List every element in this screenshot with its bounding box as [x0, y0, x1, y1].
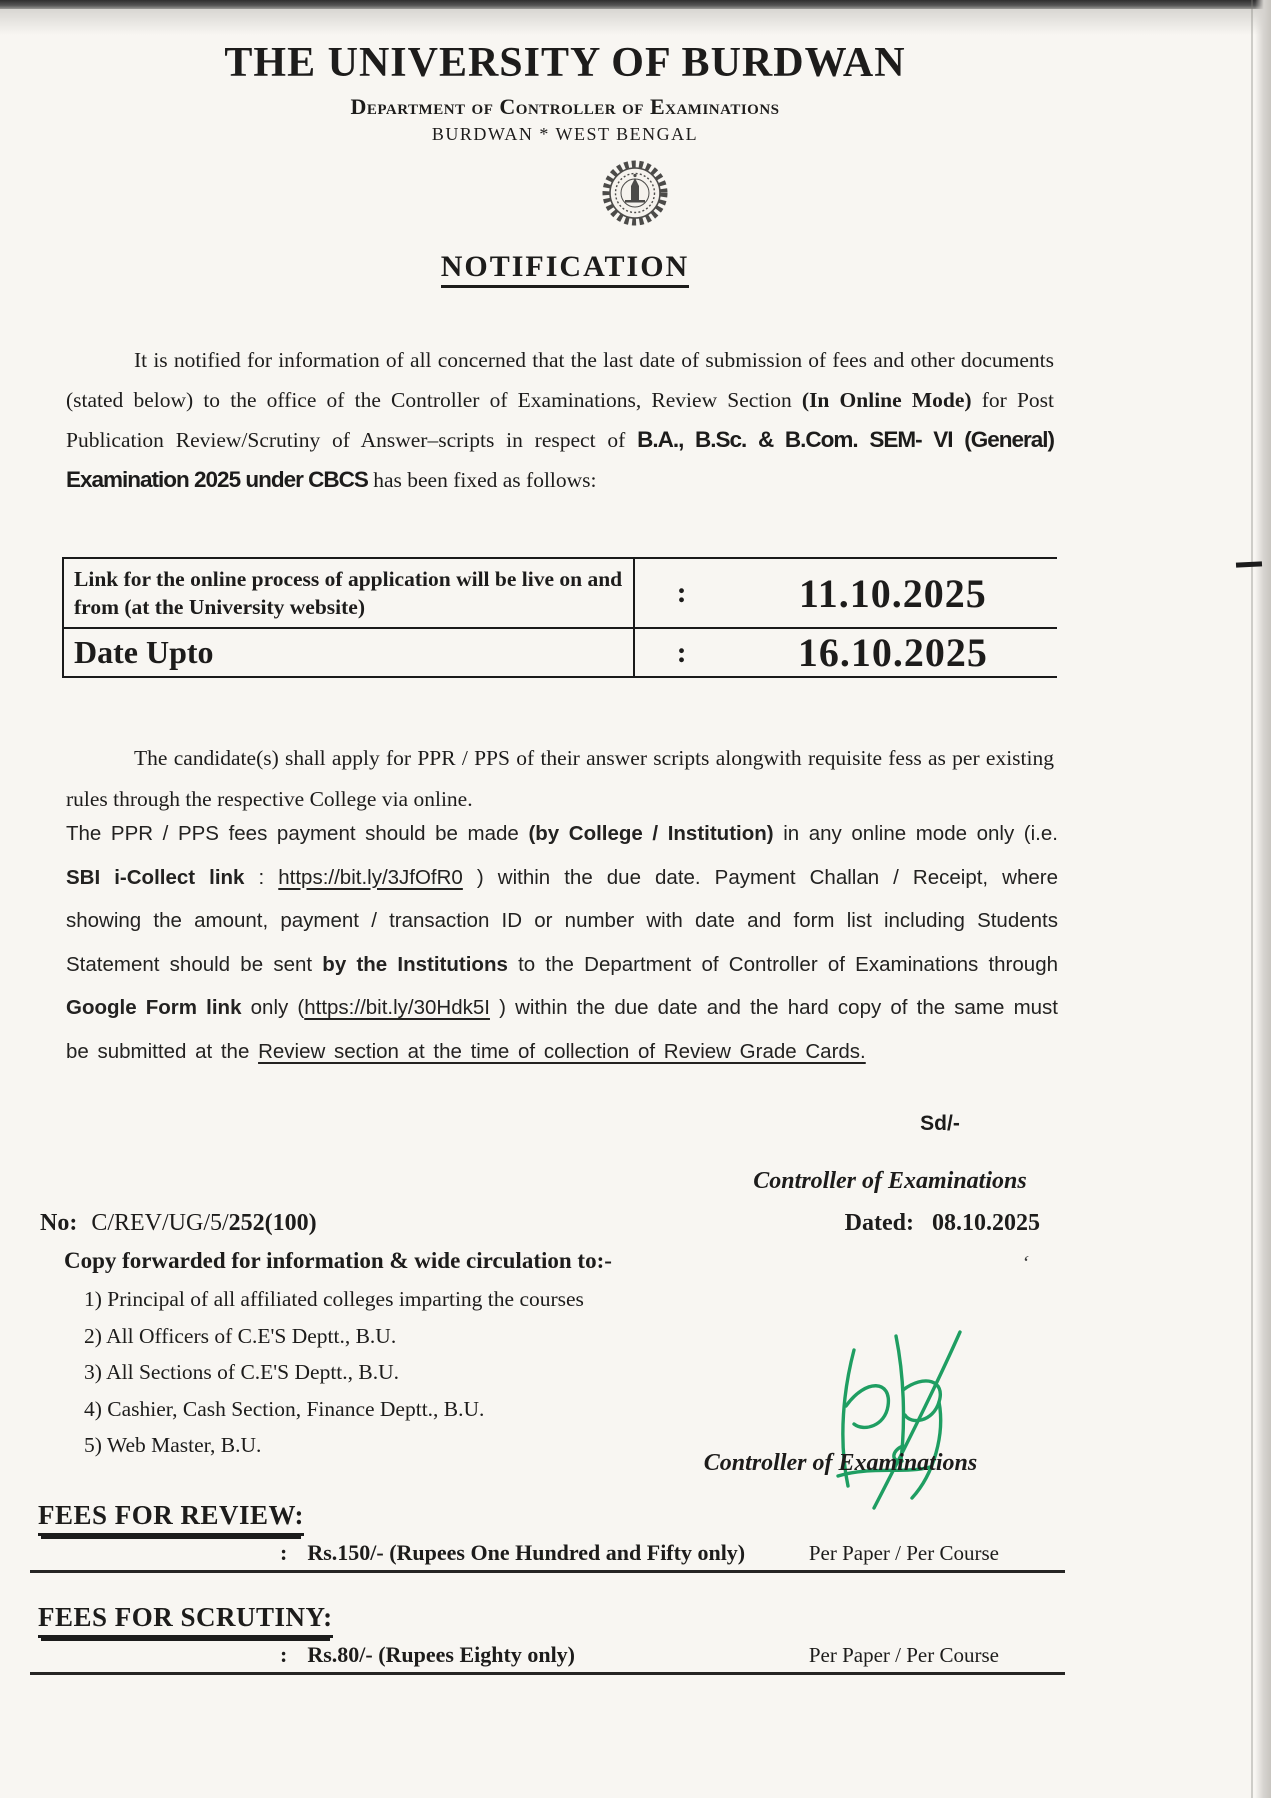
payment-bold-sbi-icollect: SBI i-Collect link — [66, 865, 245, 889]
dated-label: Dated: — [844, 1210, 914, 1236]
table-row-label: Link for the online process of application will be live on and from (at the University website) — [63, 558, 634, 628]
table-row-colon: : — [634, 628, 729, 677]
list-item: 3) All Sections of C.E'S Deptt., B.U. — [84, 1360, 400, 1384]
controller-of-examinations-signed: Controller of Examinations — [703, 1450, 978, 1476]
table-row-date: 11.10.2025 — [729, 558, 1057, 628]
intro-bold-online-mode: (In Online Mode) — [801, 388, 972, 412]
fees-for-scrutiny-heading-text: FEES FOR SCRUTINY: — [38, 1602, 333, 1638]
university-title: THE UNIVERSITY OF BURDWAN — [224, 40, 906, 86]
memo-number-bold: 252(100) — [228, 1210, 317, 1236]
controller-of-examinations-title: Controller of Examinations — [753, 1168, 1027, 1194]
stray-tick-mark: ‘ — [1019, 1251, 1031, 1275]
table-row-colon: : — [634, 558, 729, 628]
dated-value: 08.10.2025 — [932, 1210, 1040, 1236]
payment-bold-institutions: by the Institutions — [322, 952, 508, 976]
memo-number-label: No: — [40, 1210, 78, 1236]
notification-heading-wrap — [0, 250, 1130, 284]
review-fee-line — [30, 1540, 1065, 1573]
list-item: 1) Principal of all affiliated colleges imparting the courses — [84, 1287, 584, 1311]
review-fee-unit: Per Paper / Per Course — [808, 1541, 999, 1565]
location-line: BURDWAN * WEST BENGAL — [431, 124, 699, 144]
scan-top-shadow — [0, 9, 1271, 35]
payment-text: ) within the due date. Payment Challan / Receipt, where showing the amount, payment / transaction ID or number with date and form list including Students Statement should be sent — [66, 865, 1059, 976]
fees-for-review-heading — [38, 1500, 304, 1536]
intro-bold-exam-name: B.A., B.Sc. & B.Com. SEM- VI (General) Examination 2025 under CBCS — [66, 427, 1054, 492]
department-line: Department of Controller of Examinations — [350, 94, 780, 119]
list-item: 4) Cashier, Cash Section, Finance Deptt., B.U. — [84, 1396, 485, 1421]
scan-top-edge — [0, 0, 1271, 9]
payment-text: ) within the due date and the hard copy of the same must be submitted at the — [66, 996, 1058, 1063]
intro-text: has been fixed as follows: — [367, 468, 597, 492]
fees-for-review-heading-text: FEES FOR REVIEW: — [38, 1500, 304, 1536]
payment-paragraph — [66, 812, 1058, 1073]
payment-text: only ( — [241, 996, 305, 1019]
scan-right-edge — [1255, 0, 1271, 1798]
payment-bold-by-college: (by College / Institution) — [528, 822, 774, 845]
university-seal-icon — [600, 158, 670, 228]
payment-link-sbi: https://bit.ly/3JfOfR0 — [278, 865, 463, 889]
table-row — [63, 558, 1057, 628]
list-item: 2) All Officers of C.E'S Deptt., B.U. — [84, 1323, 397, 1348]
list-item: 5) Web Master, B.U. — [84, 1433, 262, 1457]
fee-colon: : — [280, 1540, 288, 1565]
intro-text: It is notified for information of all concerned that the last date of submission of fees and other documents (stated below) to the office of the Controller of Examinations, Review Section — [66, 348, 1054, 412]
copy-forwarded-list — [84, 1286, 584, 1469]
table-row-date: 16.10.2025 — [729, 628, 1057, 677]
scrutiny-fee-unit: Per Paper / Per Course — [808, 1643, 999, 1667]
intro-text: for Post Publication Review/Scrutiny of Answer–scripts in respect of — [66, 388, 1054, 452]
intro-paragraph — [66, 340, 1054, 500]
notification-heading: NOTIFICATION — [441, 250, 689, 288]
fees-for-scrutiny-heading — [38, 1602, 333, 1638]
payment-text: The PPR / PPS fees payment should be made — [66, 822, 529, 845]
table-row-label: Date Upto — [63, 628, 634, 677]
signature-scribble — [808, 1328, 1013, 1513]
scrutiny-fee-amount: Rs.80/- (Rupees Eighty only) — [307, 1642, 576, 1667]
review-fee-amount: Rs.150/- (Rupees One Hundred and Fifty only) — [307, 1540, 746, 1565]
dates-table — [62, 557, 1057, 678]
fee-colon: : — [280, 1642, 288, 1667]
sd-signature-mark: Sd/- — [920, 1112, 960, 1135]
dated-field — [845, 1210, 1040, 1237]
candidates-paragraph: The candidate(s) shall apply for PPR / PPS of their answer scripts alongwith requisite fess as per existing rules through the respective College via online. — [66, 746, 1054, 811]
payment-text: : — [244, 865, 279, 889]
memo-number — [40, 1210, 317, 1237]
payment-bold-google-form: Google Form link — [66, 996, 242, 1019]
payment-link-google-form: https://bit.ly/30Hdk5I — [304, 996, 490, 1019]
memo-number-value: C/REV/UG/5/ — [91, 1210, 229, 1236]
letterhead — [0, 40, 1130, 145]
copy-forwarded-heading: Copy forwarded for information & wide circulation to:- — [64, 1248, 612, 1273]
scrutiny-fee-line — [30, 1642, 1065, 1675]
table-row — [63, 628, 1057, 677]
reference-row — [40, 1210, 1040, 1237]
payment-text: to the Department of Controller of Examinations through — [507, 952, 1058, 976]
scan-right-edge-line — [1251, 0, 1253, 1798]
payment-text: in any online mode only (i.e. — [773, 822, 1058, 845]
payment-underline-review-section: Review section at the time of collection of Review Grade Cards. — [258, 1039, 866, 1063]
